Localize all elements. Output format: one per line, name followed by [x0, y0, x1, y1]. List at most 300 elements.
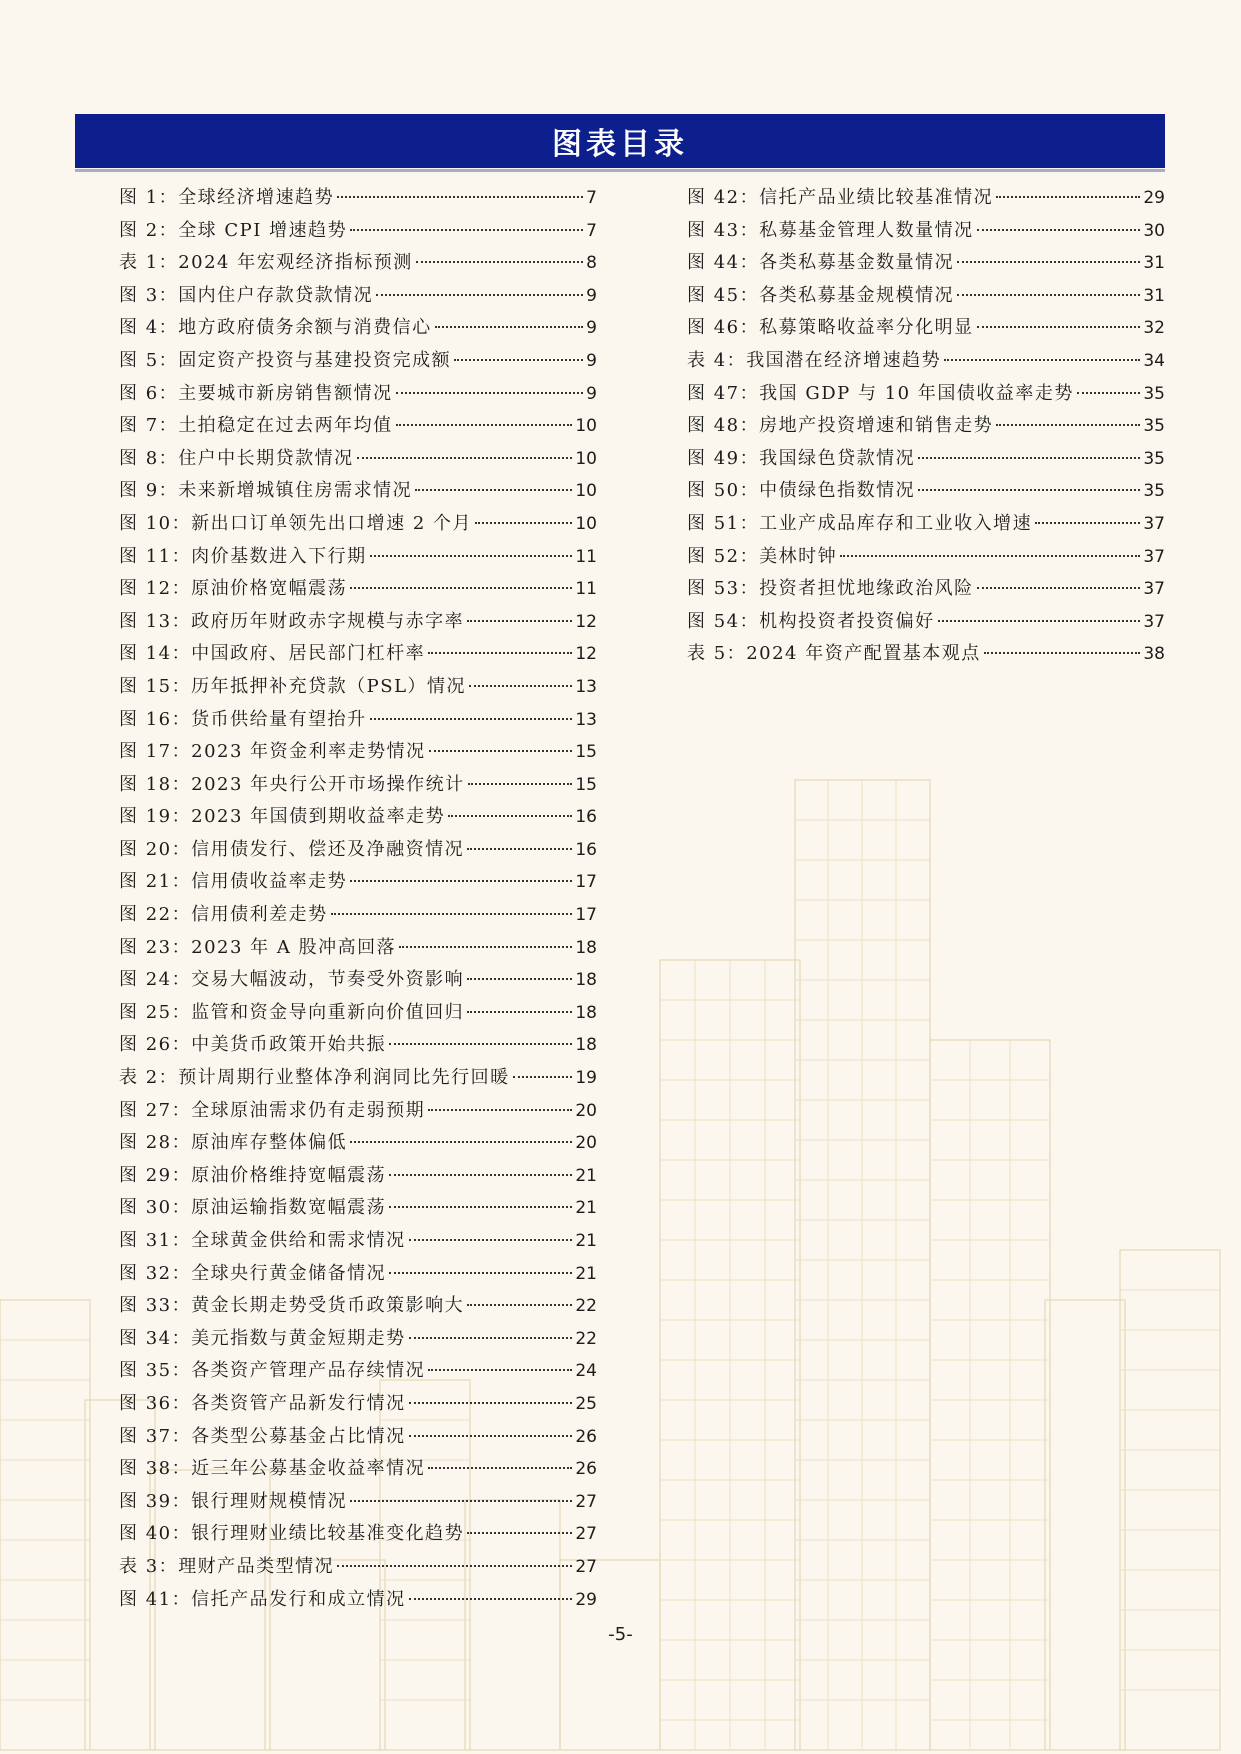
- toc-entry-page: 26: [575, 1459, 597, 1480]
- toc-entry-title: 银行理财规模情况: [191, 1490, 348, 1512]
- toc-entry[interactable]: [119, 1192, 597, 1225]
- toc-entry-title: 信用债发行、偿还及净融资情况: [191, 838, 465, 860]
- toc-dot-leader: [977, 229, 1141, 231]
- toc-entry-page: 38: [1143, 644, 1165, 665]
- toc-entry-title: 全球 CPI 增速趋势: [178, 219, 348, 241]
- toc-dot-leader: [409, 1435, 573, 1437]
- toc-dot-leader: [467, 620, 572, 622]
- toc-entry-label: 图 18：: [119, 773, 192, 795]
- toc-entry-page: 35: [1143, 481, 1165, 502]
- toc-dot-leader: [429, 750, 573, 752]
- toc-entry[interactable]: [119, 215, 597, 248]
- toc-entry-label: 图 52：: [687, 545, 760, 567]
- toc-entry-label: 图 8：: [119, 447, 179, 469]
- toc-entry[interactable]: [119, 280, 597, 313]
- toc-entry-label: 图 30：: [119, 1197, 192, 1219]
- toc-entry-label: 图 53：: [687, 578, 760, 600]
- toc-entry[interactable]: [687, 378, 1165, 411]
- toc-entry[interactable]: [119, 1160, 597, 1193]
- toc-entry[interactable]: [119, 704, 597, 737]
- page-title: 图表目录: [552, 127, 688, 162]
- toc-entry-page: 18: [575, 937, 597, 958]
- toc-entry[interactable]: [119, 964, 597, 997]
- toc-entry-title: 未来新增城镇住房需求情况: [178, 480, 413, 502]
- toc-entry-title: 原油库存整体偏低: [191, 1132, 348, 1154]
- toc-entry-title: 2023 年资金利率走势情况: [191, 741, 426, 763]
- toc-entry-title: 信用债利差走势: [191, 904, 328, 926]
- toc-entry[interactable]: [119, 736, 597, 769]
- toc-dot-leader: [399, 946, 572, 948]
- toc-entry-title: 信用债收益率走势: [191, 871, 348, 893]
- toc-dot-leader: [428, 1369, 572, 1371]
- toc-entry-label: 图 4：: [119, 317, 179, 339]
- toc-entry-page: 20: [575, 1100, 597, 1121]
- toc-entry-label: 图 13：: [119, 610, 192, 632]
- toc-dot-leader: [350, 1141, 572, 1143]
- toc-entry-title: 理财产品类型情况: [178, 1555, 335, 1577]
- toc-dot-leader: [415, 489, 572, 491]
- toc-entry-page: 37: [1143, 579, 1165, 600]
- toc-entry-page: 35: [1143, 416, 1165, 437]
- toc-entry-label: 图 23：: [119, 936, 192, 958]
- toc-entry-page: 13: [575, 709, 597, 730]
- toc-entry[interactable]: [119, 1355, 597, 1388]
- toc-entry-title: 2023 年 A 股冲高回落: [191, 936, 397, 958]
- toc-dot-leader: [996, 424, 1140, 426]
- toc-entry-title: 投资者担忧地缘政治风险: [759, 578, 974, 600]
- toc-entry-label: 图 25：: [119, 1001, 192, 1023]
- toc-entry-label: 图 46：: [687, 317, 760, 339]
- toc-entry-label: 图 12：: [119, 578, 192, 600]
- toc-entry-page: 35: [1143, 448, 1165, 469]
- toc-entry-label: 表 1：: [119, 252, 179, 274]
- toc-entry-title: 黄金长期走势受货币政策影响大: [191, 1295, 465, 1317]
- toc-entry-label: 图 48：: [687, 415, 760, 437]
- toc-entry-page: 19: [575, 1068, 597, 1089]
- toc-entry[interactable]: [687, 345, 1165, 378]
- toc-dot-leader: [337, 1565, 572, 1567]
- toc-entry-label: 图 17：: [119, 741, 192, 763]
- toc-dot-leader: [435, 326, 583, 328]
- toc-entry-page: 24: [575, 1361, 597, 1382]
- toc-entry-label: 图 6：: [119, 382, 179, 404]
- toc-entry-label: 图 19：: [119, 806, 192, 828]
- toc-dot-leader: [1035, 522, 1140, 524]
- toc-entry-label: 图 15：: [119, 675, 192, 697]
- toc-entry-title: 我国潜在经济增速趋势: [746, 349, 942, 371]
- toc-dot-leader: [416, 261, 583, 263]
- toc-entry[interactable]: [119, 573, 597, 606]
- toc-entry-page: 21: [575, 1231, 597, 1251]
- toc-entry[interactable]: [119, 1127, 597, 1160]
- toc-entry-title: 原油价格维持宽幅震荡: [191, 1164, 387, 1186]
- toc-entry-page: 32: [1143, 318, 1165, 339]
- toc-entry-page: 37: [1143, 611, 1165, 632]
- toc-entry-page: 9: [586, 285, 597, 306]
- toc-entry-title: 2024 年宏观经济指标预测: [178, 252, 413, 274]
- toc-entry-title: 我国 GDP 与 10 年国债收益率走势: [759, 382, 1074, 404]
- toc-entry[interactable]: [687, 475, 1165, 508]
- toc-dot-leader: [370, 555, 573, 557]
- toc-entry[interactable]: [687, 508, 1165, 541]
- toc-entry-title: 私募策略收益率分化明显: [759, 317, 974, 339]
- header-banner: [75, 114, 1165, 168]
- toc-entry-page: 7: [586, 188, 597, 208]
- toc-entry[interactable]: [119, 801, 597, 834]
- toc-entry-title: 全球央行黄金储备情况: [191, 1262, 387, 1284]
- toc-entry-page: 13: [575, 676, 597, 697]
- toc-entry-page: 37: [1143, 546, 1165, 567]
- toc-entry[interactable]: [119, 1551, 597, 1584]
- toc-entry-page: 22: [575, 1328, 597, 1349]
- toc-dot-leader: [469, 685, 572, 687]
- toc-entry-page: 21: [575, 1263, 597, 1284]
- toc-entry[interactable]: [119, 1518, 597, 1551]
- toc-dot-leader: [428, 652, 572, 654]
- toc-entry-label: 图 24：: [119, 969, 192, 991]
- toc-right-column: [687, 182, 1165, 671]
- toc-dot-leader: [370, 718, 573, 720]
- toc-entry-page: 31: [1143, 285, 1165, 306]
- toc-entry-title: 原油价格宽幅震荡: [191, 578, 348, 600]
- toc-dot-leader: [350, 1500, 572, 1502]
- toc-entry-page: 16: [575, 807, 597, 828]
- toc-dot-leader: [376, 294, 583, 296]
- toc-dot-leader: [428, 1467, 572, 1469]
- toc-entry-label: 图 43：: [687, 219, 760, 241]
- toc-entry[interactable]: [119, 769, 597, 802]
- toc-entry-label: 图 1：: [119, 187, 179, 208]
- toc-entry-label: 图 31：: [119, 1230, 192, 1251]
- toc-entry[interactable]: [687, 182, 1165, 215]
- toc-dot-leader: [389, 1043, 572, 1045]
- toc-dot-leader: [396, 392, 583, 394]
- toc-left-column: [119, 182, 597, 1616]
- toc-entry-title: 2023 年央行公开市场操作统计: [191, 773, 465, 795]
- toc-dot-leader: [977, 587, 1141, 589]
- toc-entry[interactable]: [119, 1388, 597, 1421]
- toc-entry-label: 图 27：: [119, 1099, 192, 1121]
- toc-dot-leader: [944, 359, 1140, 361]
- toc-entry-title: 全球经济增速趋势: [178, 187, 335, 208]
- toc-dot-leader: [331, 913, 573, 915]
- toc-entry[interactable]: [119, 541, 597, 574]
- toc-entry-title: 房地产投资增速和销售走势: [759, 415, 994, 437]
- toc-entry-page: 10: [575, 448, 597, 469]
- toc-entry-page: 20: [575, 1133, 597, 1154]
- toc-entry[interactable]: [119, 834, 597, 867]
- toc-entry-page: 10: [575, 481, 597, 502]
- toc-entry-title: 工业产成品库存和工业收入增速: [759, 512, 1033, 534]
- toc-entry-label: 图 21：: [119, 871, 192, 893]
- toc-dot-leader: [428, 1109, 572, 1111]
- toc-entry[interactable]: [687, 215, 1165, 248]
- toc-entry-page: 12: [575, 611, 597, 632]
- toc-entry-label: 图 45：: [687, 284, 760, 306]
- toc-entry-label: 图 54：: [687, 610, 760, 632]
- toc-dot-leader: [475, 522, 572, 524]
- toc-dot-leader: [389, 1174, 572, 1176]
- toc-entry-title: 原油运输指数宽幅震荡: [191, 1197, 387, 1219]
- toc-entry-label: 图 44：: [687, 252, 760, 274]
- toc-entry-label: 图 29：: [119, 1164, 192, 1186]
- toc-entry[interactable]: [687, 606, 1165, 639]
- toc-entry-title: 私募基金管理人数量情况: [759, 219, 974, 241]
- toc-dot-leader: [467, 1304, 572, 1306]
- toc-dot-leader: [389, 1272, 572, 1274]
- toc-entry-page: 11: [575, 579, 597, 600]
- toc-dot-leader: [467, 978, 572, 980]
- toc-entry-title: 信托产品业绩比较基准情况: [759, 187, 994, 208]
- toc-entry-title: 美林时钟: [759, 545, 838, 567]
- toc-entry-label: 图 39：: [119, 1490, 192, 1512]
- toc-entry-page: 30: [1143, 220, 1165, 241]
- toc-entry-page: 18: [575, 970, 597, 991]
- toc-entry-page: 8: [586, 253, 597, 274]
- toc-entry-title: 交易大幅波动，节奏受外资影响: [191, 969, 465, 991]
- toc-entry-label: 图 11：: [119, 545, 192, 567]
- toc-entry-page: 15: [575, 742, 597, 763]
- toc-entry-page: 34: [1143, 350, 1165, 371]
- toc-entry-label: 图 7：: [119, 415, 179, 437]
- toc-dot-leader: [977, 326, 1141, 328]
- toc-entry-page: 7: [586, 220, 597, 241]
- toc-dot-leader: [448, 815, 572, 817]
- toc-entry-title: 肉价基数进入下行期: [191, 545, 367, 567]
- toc-entry-page: 16: [575, 839, 597, 860]
- toc-entry-title: 国内住户存款贷款情况: [178, 284, 374, 306]
- toc-entry-title: 住户中长期贷款情况: [178, 447, 354, 469]
- toc-entry-label: 图 49：: [687, 447, 760, 469]
- header-underline: [75, 169, 1165, 172]
- toc-entry[interactable]: [687, 247, 1165, 280]
- toc-entry-page: 27: [575, 1491, 597, 1512]
- toc-entry-page: 22: [575, 1296, 597, 1317]
- toc-entry[interactable]: [687, 410, 1165, 443]
- toc-dot-leader: [918, 457, 1140, 459]
- toc-dot-leader: [389, 1206, 572, 1208]
- toc-entry[interactable]: [119, 1453, 597, 1486]
- toc-entry-title: 中债绿色指数情况: [759, 480, 916, 502]
- toc-entry[interactable]: [119, 1486, 597, 1519]
- toc-entry-title: 预计周期行业整体净利润同比先行回暖: [178, 1067, 510, 1089]
- toc-entry-label: 表 4：: [687, 349, 747, 371]
- toc-entry-page: 18: [575, 1035, 597, 1056]
- toc-entry-title: 地方政府债务余额与消费信心: [178, 317, 432, 339]
- toc-entry-label: 图 20：: [119, 838, 192, 860]
- toc-entry[interactable]: [119, 606, 597, 639]
- toc-entry-label: 图 38：: [119, 1458, 192, 1480]
- toc-entry-title: 各类资产管理产品存续情况: [191, 1360, 426, 1382]
- toc-entry-title: 2023 年国债到期收益率走势: [191, 806, 446, 828]
- toc-entry-page: 27: [575, 1556, 597, 1577]
- toc-entry-title: 监管和资金导向重新向价值回归: [191, 1001, 465, 1023]
- toc-dot-leader: [938, 620, 1141, 622]
- toc-entry-page: 21: [575, 1198, 597, 1219]
- toc-entry-page: 29: [575, 1589, 597, 1610]
- toc-entry-page: 10: [575, 416, 597, 437]
- toc-entry-label: 图 10：: [119, 512, 192, 534]
- toc-entry[interactable]: [119, 1062, 597, 1095]
- toc-entry[interactable]: [119, 932, 597, 965]
- toc-entry-label: 图 14：: [119, 643, 192, 665]
- toc-entry[interactable]: [119, 866, 597, 899]
- toc-entry-page: 17: [575, 905, 597, 926]
- toc-entry-label: 图 51：: [687, 512, 760, 534]
- toc-dot-leader: [454, 359, 583, 361]
- toc-entry-label: 图 16：: [119, 708, 192, 730]
- toc-dot-leader: [467, 1011, 572, 1013]
- toc-entry-label: 图 41：: [119, 1588, 192, 1610]
- toc-entry-label: 图 47：: [687, 382, 760, 404]
- toc-entry-page: 29: [1143, 188, 1165, 208]
- toc-dot-leader: [840, 555, 1140, 557]
- toc-entry-label: 图 36：: [119, 1392, 192, 1414]
- toc-dot-leader: [350, 229, 583, 231]
- toc-entry-title: 近三年公募基金收益率情况: [191, 1458, 426, 1480]
- toc-entry-page: 11: [575, 546, 597, 567]
- toc-entry-page: 12: [575, 644, 597, 665]
- toc-dot-leader: [337, 196, 583, 198]
- toc-entry[interactable]: [119, 1323, 597, 1356]
- toc-entry-title: 中美货币政策开始共振: [191, 1034, 387, 1056]
- toc-entry-title: 货币供给量有望抬升: [191, 708, 367, 730]
- toc-dot-leader: [957, 294, 1140, 296]
- toc-entry-title: 新出口订单领先出口增速 2 个月: [191, 512, 473, 534]
- toc-entry-title: 全球原油需求仍有走弱预期: [191, 1099, 426, 1121]
- toc-entry-page: 9: [586, 318, 597, 339]
- toc-dot-leader: [513, 1076, 573, 1078]
- toc-entry-page: 37: [1143, 513, 1165, 534]
- toc-entry-page: 9: [586, 350, 597, 371]
- toc-entry[interactable]: [119, 378, 597, 411]
- toc-dot-leader: [984, 652, 1141, 654]
- toc-entry-title: 土拍稳定在过去两年均值: [178, 415, 393, 437]
- toc-entry[interactable]: [687, 280, 1165, 313]
- toc-dot-leader: [350, 880, 572, 882]
- toc-entry-label: 图 37：: [119, 1425, 192, 1447]
- toc-dot-leader: [357, 457, 573, 459]
- toc-entry-title: 信托产品发行和成立情况: [191, 1588, 406, 1610]
- toc-entry-title: 历年抵押补充贷款（PSL）情况: [191, 675, 467, 697]
- toc-entry-label: 图 5：: [119, 349, 179, 371]
- toc-entry[interactable]: [119, 1421, 597, 1454]
- toc-entry[interactable]: [119, 443, 597, 476]
- toc-entry[interactable]: [119, 1258, 597, 1291]
- toc-entry[interactable]: [119, 638, 597, 671]
- toc-entry[interactable]: [119, 345, 597, 378]
- toc-entry-label: 图 22：: [119, 904, 192, 926]
- toc-entry-page: 35: [1143, 383, 1165, 404]
- toc-entry-label: 图 40：: [119, 1523, 192, 1545]
- toc-entry-label: 图 34：: [119, 1327, 192, 1349]
- toc-entry-title: 各类私募基金规模情况: [759, 284, 955, 306]
- toc-entry-title: 银行理财业绩比较基准变化趋势: [191, 1523, 465, 1545]
- toc-entry-title: 全球黄金供给和需求情况: [191, 1230, 406, 1251]
- toc-entry-label: 图 3：: [119, 284, 179, 306]
- toc-dot-leader: [350, 587, 572, 589]
- toc-entry-title: 主要城市新房销售额情况: [178, 382, 393, 404]
- toc-entry-label: 图 35：: [119, 1360, 192, 1382]
- toc-dot-leader: [409, 1337, 573, 1339]
- toc-dot-leader: [467, 1532, 572, 1534]
- toc-entry-label: 图 28：: [119, 1132, 192, 1154]
- toc-entry-page: 31: [1143, 253, 1165, 274]
- toc-entry[interactable]: [687, 541, 1165, 574]
- toc-dot-leader: [409, 1239, 573, 1241]
- toc-entry[interactable]: [119, 410, 597, 443]
- toc-entry-page: 10: [575, 513, 597, 534]
- toc-entry-label: 图 2：: [119, 219, 179, 241]
- toc-entry-title: 政府历年财政赤字规模与赤字率: [191, 610, 465, 632]
- toc-dot-leader: [409, 1402, 573, 1404]
- toc-entry-label: 图 32：: [119, 1262, 192, 1284]
- toc-entry[interactable]: [119, 1095, 597, 1128]
- toc-entry[interactable]: [687, 312, 1165, 345]
- toc-entry[interactable]: [119, 508, 597, 541]
- toc-entry-label: 图 42：: [687, 187, 760, 208]
- toc-dot-leader: [409, 1598, 573, 1600]
- toc-entry[interactable]: [119, 247, 597, 280]
- toc-entry-label: 表 3：: [119, 1555, 179, 1577]
- toc-entry-page: 18: [575, 1002, 597, 1023]
- toc-entry[interactable]: [687, 443, 1165, 476]
- toc-dot-leader: [467, 848, 572, 850]
- toc-entry-title: 2024 年资产配置基本观点: [746, 643, 981, 665]
- toc-entry-page: 17: [575, 872, 597, 893]
- toc-entry[interactable]: [687, 638, 1165, 671]
- toc-entry-title: 机构投资者投资偏好: [759, 610, 935, 632]
- toc-entry-page: 9: [586, 383, 597, 404]
- toc-entry[interactable]: [119, 671, 597, 704]
- page-number: -5-: [608, 1624, 633, 1645]
- toc-entry[interactable]: [119, 475, 597, 508]
- toc-entry[interactable]: [119, 1029, 597, 1062]
- toc-entry-label: 表 2：: [119, 1067, 179, 1089]
- toc-entry[interactable]: [119, 1225, 597, 1258]
- toc-entry-label: 表 5：: [687, 643, 747, 665]
- toc-entry-title: 固定资产投资与基建投资完成额: [178, 349, 452, 371]
- toc-entry-title: 美元指数与黄金短期走势: [191, 1327, 406, 1349]
- toc-entry-title: 中国政府、居民部门杠杆率: [191, 643, 426, 665]
- toc-entry-title: 各类私募基金数量情况: [759, 252, 955, 274]
- toc-entry-page: 15: [575, 774, 597, 795]
- toc-dot-leader: [396, 424, 573, 426]
- toc-entry[interactable]: [119, 312, 597, 345]
- toc-entry[interactable]: [119, 997, 597, 1030]
- toc-entry-label: 图 50：: [687, 480, 760, 502]
- toc-entry-title: 各类型公募基金占比情况: [191, 1425, 406, 1447]
- toc-entry[interactable]: [119, 1290, 597, 1323]
- toc-entry-label: 图 26：: [119, 1034, 192, 1056]
- toc-dot-leader: [918, 489, 1140, 491]
- toc-entry-page: 25: [575, 1393, 597, 1414]
- toc-entry[interactable]: [119, 899, 597, 932]
- toc-entry-title: 各类资管产品新发行情况: [191, 1392, 406, 1414]
- toc-entry-label: 图 33：: [119, 1295, 192, 1317]
- toc-entry-page: 26: [575, 1426, 597, 1447]
- toc-entry[interactable]: [687, 573, 1165, 606]
- toc-dot-leader: [996, 196, 1140, 198]
- toc-entry[interactable]: [119, 182, 597, 215]
- toc-entry-page: 27: [575, 1524, 597, 1545]
- toc-entry-label: 图 9：: [119, 480, 179, 502]
- toc-entry[interactable]: [119, 1584, 597, 1617]
- toc-dot-leader: [1077, 392, 1141, 394]
- toc-dot-leader: [468, 783, 573, 785]
- toc-dot-leader: [957, 261, 1140, 263]
- toc-entry-title: 我国绿色贷款情况: [759, 447, 916, 469]
